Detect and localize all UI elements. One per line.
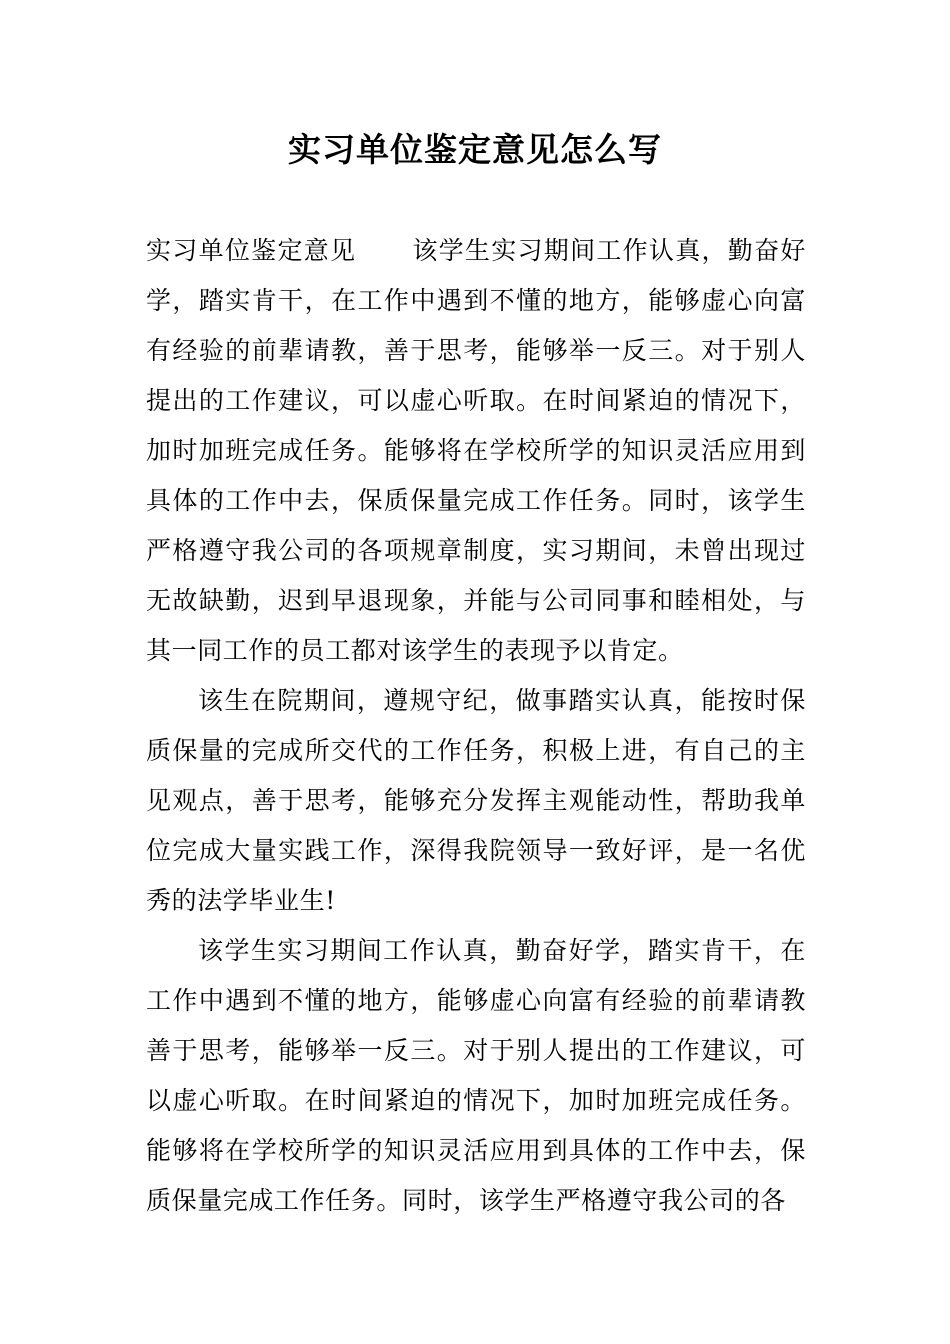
paragraph-1 bbox=[146, 226, 806, 676]
paragraph-1-lead: 实习单位鉴定意见 bbox=[146, 236, 357, 265]
document-title: 实习单位鉴定意见怎么写 bbox=[288, 130, 662, 169]
document-body bbox=[146, 226, 806, 1226]
paragraph-1-text: 该学生实习期间工作认真，勤奋好学，踏实肯干，在工作中遇到不懂的地方，能够虚心向富有经验的前辈请教，善于思考，能够举一反三。对于别人提出的工作建议，可以虚心听取。在时间紧迫的情况下，加时加班完成任务。能够将在学校所学的知识灵活应用到具体的工作中去，保质保量完成工作任务。同时，该学生严格遵守我公司的各项规章制度，实习期间，未曾出现过无故缺勤，迟到早退现象，并能与公司同事和睦相处，与其一同工作的员工都对该学生的表现予以肯定。 bbox=[146, 236, 806, 665]
paragraph-3: 该学生实习期间工作认真，勤奋好学，踏实肯干，在工作中遇到不懂的地方，能够虚心向富有经验的前辈请教善于思考，能够举一反三。对于别人提出的工作建议，可以虚心听取。在时间紧迫的情况下，加时加班完成任务。能够将在学校所学的知识灵活应用到具体的工作中去，保质保量完成工作任务。同时，该学生严格遵守我公司的各 bbox=[146, 936, 806, 1215]
paragraph-2: 该生在院期间，遵规守纪，做事踏实认真，能按时保质保量的完成所交代的工作任务，积极上进，有自己的主见观点，善于思考，能够充分发挥主观能动性，帮助我单位完成大量实践工作，深得我院领导一致好评，是一名优秀的法学毕业生! bbox=[146, 686, 806, 915]
